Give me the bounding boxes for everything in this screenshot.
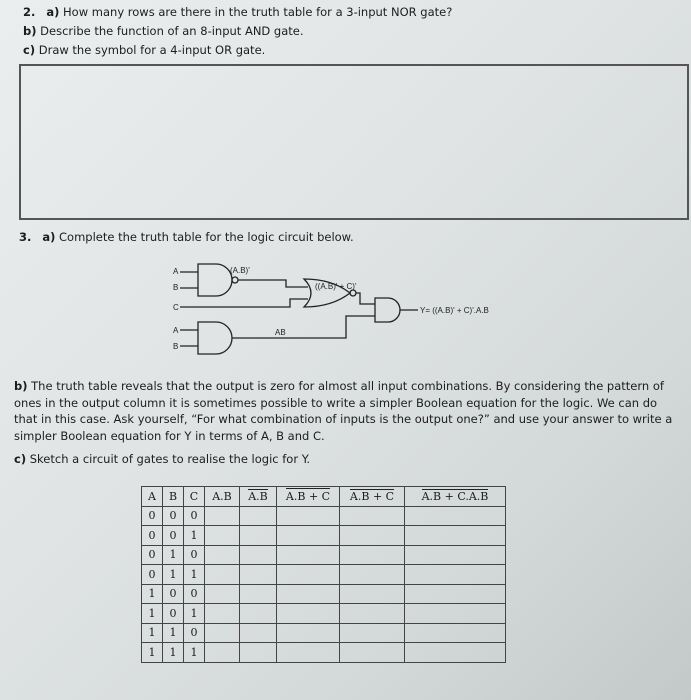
answer-cell[interactable]: [277, 584, 340, 604]
q2-a-label: a): [46, 5, 60, 19]
answer-cell[interactable]: [340, 526, 405, 546]
q3-b-label: b): [14, 379, 28, 393]
q3-a-line: [19, 230, 354, 244]
circuit-label-b1: B: [173, 283, 179, 292]
truth-table: [141, 486, 506, 663]
answer-cell[interactable]: [205, 643, 240, 663]
answer-cell[interactable]: [277, 506, 340, 526]
answer-cell[interactable]: [240, 584, 277, 604]
answer-cell[interactable]: [340, 604, 405, 624]
header-not-not-ab-or-c: A.B + C: [340, 487, 405, 507]
cell-b: 1: [163, 623, 184, 643]
answer-cell[interactable]: [277, 643, 340, 663]
cell-c: 0: [184, 623, 205, 643]
circuit-label-nand-out: (A.B)': [230, 266, 250, 275]
q3-b-text: The truth table reveals that the output is zero for almost all input combinations. By considering the pattern of ones in the output column it is sometimes possible to write a simpler Boolean equation for the logic. We can do that in this case. Ask yourself, “For what combination of inputs is the output one?” and use your answer to write a simpler Boolean equation for Y in terms of A, B and C.: [14, 379, 673, 443]
q2-b-label: b): [23, 24, 37, 38]
q2-b-text: Describe the function of an 8-input AND gate.: [40, 24, 304, 38]
cell-b: 1: [163, 565, 184, 585]
header-a: A: [142, 487, 163, 507]
cell-a: 0: [142, 526, 163, 546]
cell-a: 1: [142, 623, 163, 643]
header-b: B: [163, 487, 184, 507]
answer-cell[interactable]: [205, 565, 240, 585]
answer-cell[interactable]: [277, 565, 340, 585]
header-ab: A.B: [205, 487, 240, 507]
header-c: C: [184, 487, 205, 507]
circuit-label-b2: B: [173, 342, 179, 351]
q2-number: 2.: [23, 5, 36, 19]
and-gate-1: [198, 322, 232, 354]
answer-cell[interactable]: [240, 506, 277, 526]
q3-c-text: Sketch a circuit of gates to realise the logic for Y.: [29, 452, 311, 466]
cell-a: 1: [142, 643, 163, 663]
cell-a: 1: [142, 604, 163, 624]
cell-c: 0: [184, 584, 205, 604]
circuit-label-y: Y= ((A.B)' + C)'.A.B: [420, 306, 489, 315]
header-y: A.B + C.A.B: [405, 487, 506, 507]
q2-a-line: [23, 5, 452, 19]
q2-c-text: Draw the symbol for a 4-input OR gate.: [38, 43, 266, 57]
answer-cell[interactable]: [405, 526, 506, 546]
q3-c-line: [14, 452, 310, 466]
table-row: [142, 643, 506, 663]
wire-c: [180, 299, 308, 307]
cell-c: 0: [184, 506, 205, 526]
nand-gate: [198, 264, 232, 296]
circuit-label-a1: A: [173, 267, 179, 276]
answer-cell[interactable]: [340, 643, 405, 663]
answer-cell[interactable]: [277, 604, 340, 624]
cell-b: 0: [163, 526, 184, 546]
answer-cell[interactable]: [205, 545, 240, 565]
q3-a-label: a): [42, 230, 56, 244]
table-row: [142, 584, 506, 604]
q2-b-line: [23, 24, 304, 38]
cell-c: 1: [184, 604, 205, 624]
cell-c: 1: [184, 565, 205, 585]
answer-cell[interactable]: [405, 604, 506, 624]
wire-nand-out: [238, 280, 308, 287]
answer-cell[interactable]: [240, 526, 277, 546]
and-gate-2: [375, 298, 400, 322]
cell-b: 1: [163, 643, 184, 663]
answer-cell[interactable]: [340, 565, 405, 585]
circuit-label-nor-out: ((A.B)' + C)': [315, 282, 357, 291]
answer-cell[interactable]: [240, 545, 277, 565]
cell-a: 0: [142, 506, 163, 526]
cell-b: 0: [163, 604, 184, 624]
answer-cell[interactable]: [205, 623, 240, 643]
cell-a: 0: [142, 565, 163, 585]
answer-cell[interactable]: [205, 604, 240, 624]
q3-c-label: c): [14, 452, 27, 466]
answer-cell[interactable]: [240, 604, 277, 624]
table-row: [142, 506, 506, 526]
header-not-ab-or-c: A.B + C: [277, 487, 340, 507]
answer-cell[interactable]: [205, 526, 240, 546]
cell-b: 1: [163, 545, 184, 565]
wire-and-out: [232, 316, 375, 338]
cell-c: 1: [184, 526, 205, 546]
answer-cell[interactable]: [405, 584, 506, 604]
circuit-label-and-out: AB: [275, 328, 286, 337]
cell-b: 0: [163, 584, 184, 604]
answer-cell[interactable]: [340, 623, 405, 643]
answer-cell[interactable]: [277, 526, 340, 546]
table-row: [142, 565, 506, 585]
cell-b: 0: [163, 506, 184, 526]
cell-c: 1: [184, 643, 205, 663]
circuit-label-c: C: [173, 303, 179, 312]
table-row: [142, 604, 506, 624]
cell-a: 0: [142, 545, 163, 565]
answer-cell[interactable]: [340, 545, 405, 565]
answer-cell[interactable]: [405, 643, 506, 663]
header-not-ab: A.B: [240, 487, 277, 507]
answer-cell[interactable]: [240, 565, 277, 585]
answer-cell[interactable]: [277, 545, 340, 565]
answer-cell[interactable]: [277, 623, 340, 643]
truth-table-header-row: [142, 487, 506, 507]
q3-number: 3.: [19, 230, 32, 244]
cell-c: 0: [184, 545, 205, 565]
answer-box[interactable]: [19, 64, 689, 220]
answer-cell[interactable]: [205, 506, 240, 526]
answer-cell[interactable]: [340, 584, 405, 604]
answer-cell[interactable]: [240, 643, 277, 663]
answer-cell[interactable]: [405, 623, 506, 643]
q2-a-text: How many rows are there in the truth table for a 3-input NOR gate?: [63, 5, 453, 19]
q3-b-paragraph: [14, 378, 674, 444]
answer-cell[interactable]: [240, 623, 277, 643]
answer-cell[interactable]: [205, 584, 240, 604]
cell-a: 1: [142, 584, 163, 604]
q3-a-text: Complete the truth table for the logic circuit below.: [59, 230, 354, 244]
table-row: [142, 623, 506, 643]
q2-c-line: [23, 43, 265, 57]
q2-c-label: c): [23, 43, 36, 57]
wire-nor-out: [356, 293, 375, 304]
answer-cell[interactable]: [405, 545, 506, 565]
nand-bubble: [232, 277, 238, 283]
circuit-label-a2: A: [173, 326, 179, 335]
answer-cell[interactable]: [405, 565, 506, 585]
answer-cell[interactable]: [405, 506, 506, 526]
answer-cell[interactable]: [340, 506, 405, 526]
table-row: [142, 526, 506, 546]
table-row: [142, 545, 506, 565]
logic-circuit-diagram: [160, 255, 520, 365]
